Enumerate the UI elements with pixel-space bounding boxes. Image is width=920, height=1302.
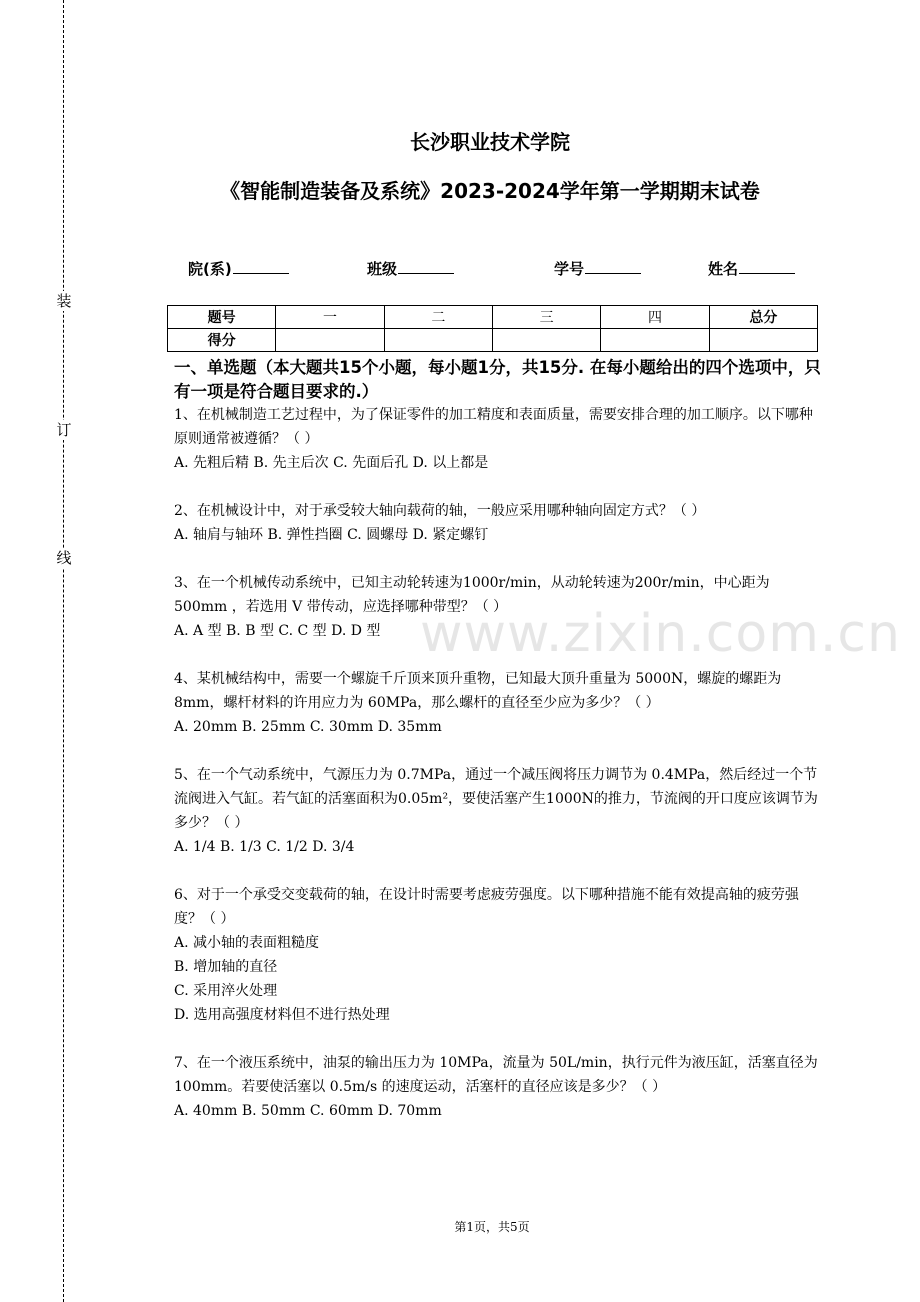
score-cell [384,329,492,352]
score-cell: 四 [601,306,709,329]
dept-label: 院(系) [188,260,232,278]
score-cell [492,329,600,352]
question-options: A. 轴肩与轴环 B. 弹性挡圈 C. 圆螺母 D. 紧定螺钉 [174,527,489,543]
name-label: 姓名 [708,260,739,278]
question-options: C. 采用淬火处理 [174,983,278,999]
question-item [174,763,822,859]
question-stem: 1、在机械制造工艺过程中，为了保证零件的加工精度和表面质量，需要安排合理的加工顺序。以下哪种原则通常被遵循？（ ） [174,407,813,447]
score-table-header-row [168,306,818,329]
score-cell [709,329,817,352]
section-heading: 一、单选题（本大题共15个小题，每小题1分，共15分. 在每小题给出的四个选项中，只有一项是符合题目要求的.） [174,358,821,401]
class-field [367,258,454,279]
score-cell [276,329,384,352]
question-item [174,499,822,547]
watermark: www.zixin.com.cn [420,604,901,664]
score-table-score-row [168,329,818,352]
question-options: A. 40mm B. 50mm C. 60mm D. 70mm [174,1103,442,1119]
question-options: A. 20mm B. 25mm C. 30mm D. 35mm [174,719,442,735]
name-blank [739,259,795,274]
student-no-blank [585,259,641,274]
name-field [708,258,795,279]
question-item [174,571,822,643]
score-cell: 得分 [168,329,276,352]
question-stem: 2、在机械设计中，对于承受较大轴向载荷的轴，一般应采用哪种轴向固定方式？（ ） [174,503,706,519]
page-footer: 第1页，共5页 [454,1220,530,1234]
question-stem: 5、在一个气动系统中，气源压力为 0.7MPa，通过一个减压阀将压力调节为 0.4MPa，然后经过一个节流阀进入气缸。若气缸的活塞面积为0.05m²，要使活塞产生1000N的推力，节流阀的开口度应该调节为多少？（ ） [174,767,818,831]
question-list [174,403,822,1147]
binding-char-zhuang: 装 [54,291,74,311]
question-options: D. 选用高强度材料但不进行热处理 [174,1007,390,1023]
dept-blank [233,259,289,274]
score-cell: 总分 [709,306,817,329]
question-stem: 7、在一个液压系统中，油泵的输出压力为 10MPa，流量为 50L/min，执行元件为液压缸，活塞直径为 100mm。若要使活塞以 0.5m/s 的速度运动，活塞杆的直径应该是多少？（ ） [174,1055,818,1095]
score-cell: 题号 [168,306,276,329]
question-stem: 6、对于一个承受交变载荷的轴，在设计时需要考虑疲劳强度。以下哪种措施不能有效提高轴的疲劳强度？（ ） [174,887,799,927]
question-item [174,667,822,739]
question-stem: 3、在一个机械传动系统中，已知主动轮转速为1000r/min，从动轮转速为200r/min，中心距为 500mm ，若选用 V 带传动，应选择哪种带型？（ ） [174,575,770,615]
question-options: A. A 型 B. B 型 C. C 型 D. D 型 [174,623,381,639]
question-options: B. 增加轴的直径 [174,959,278,975]
student-no-label: 学号 [554,260,585,278]
question-options: A. 减小轴的表面粗糙度 [174,935,320,951]
school-name: 长沙职业技术学院 [410,130,570,154]
student-no-field [554,258,641,279]
exam-title: 《智能制造装备及系统》2023-2024学年第一学期期末试卷 [220,179,760,203]
class-label: 班级 [367,260,398,278]
question-options: A. 1/4 B. 1/3 C. 1/2 D. 3/4 [174,839,355,855]
score-cell: 一 [276,306,384,329]
question-stem: 4、某机械结构中，需要一个螺旋千斤顶来顶升重物，已知最大顶升重量为 5000N，螺旋的螺距为 8mm，螺杆材料的许用应力为 60MPa，那么螺杆的直径至少应为多少？（ ） [174,671,782,711]
class-blank [398,259,454,274]
score-cell: 二 [384,306,492,329]
score-cell [601,329,709,352]
question-item [174,883,822,1027]
question-item [174,1051,822,1123]
question-item [174,403,822,475]
dept-field [188,258,289,279]
question-options: A. 先粗后精 B. 先主后次 C. 先面后孔 D. 以上都是 [174,455,489,471]
score-cell: 三 [492,306,600,329]
score-table [167,305,818,352]
binding-char-xian: 线 [54,548,74,568]
binding-char-ding: 订 [54,420,74,440]
